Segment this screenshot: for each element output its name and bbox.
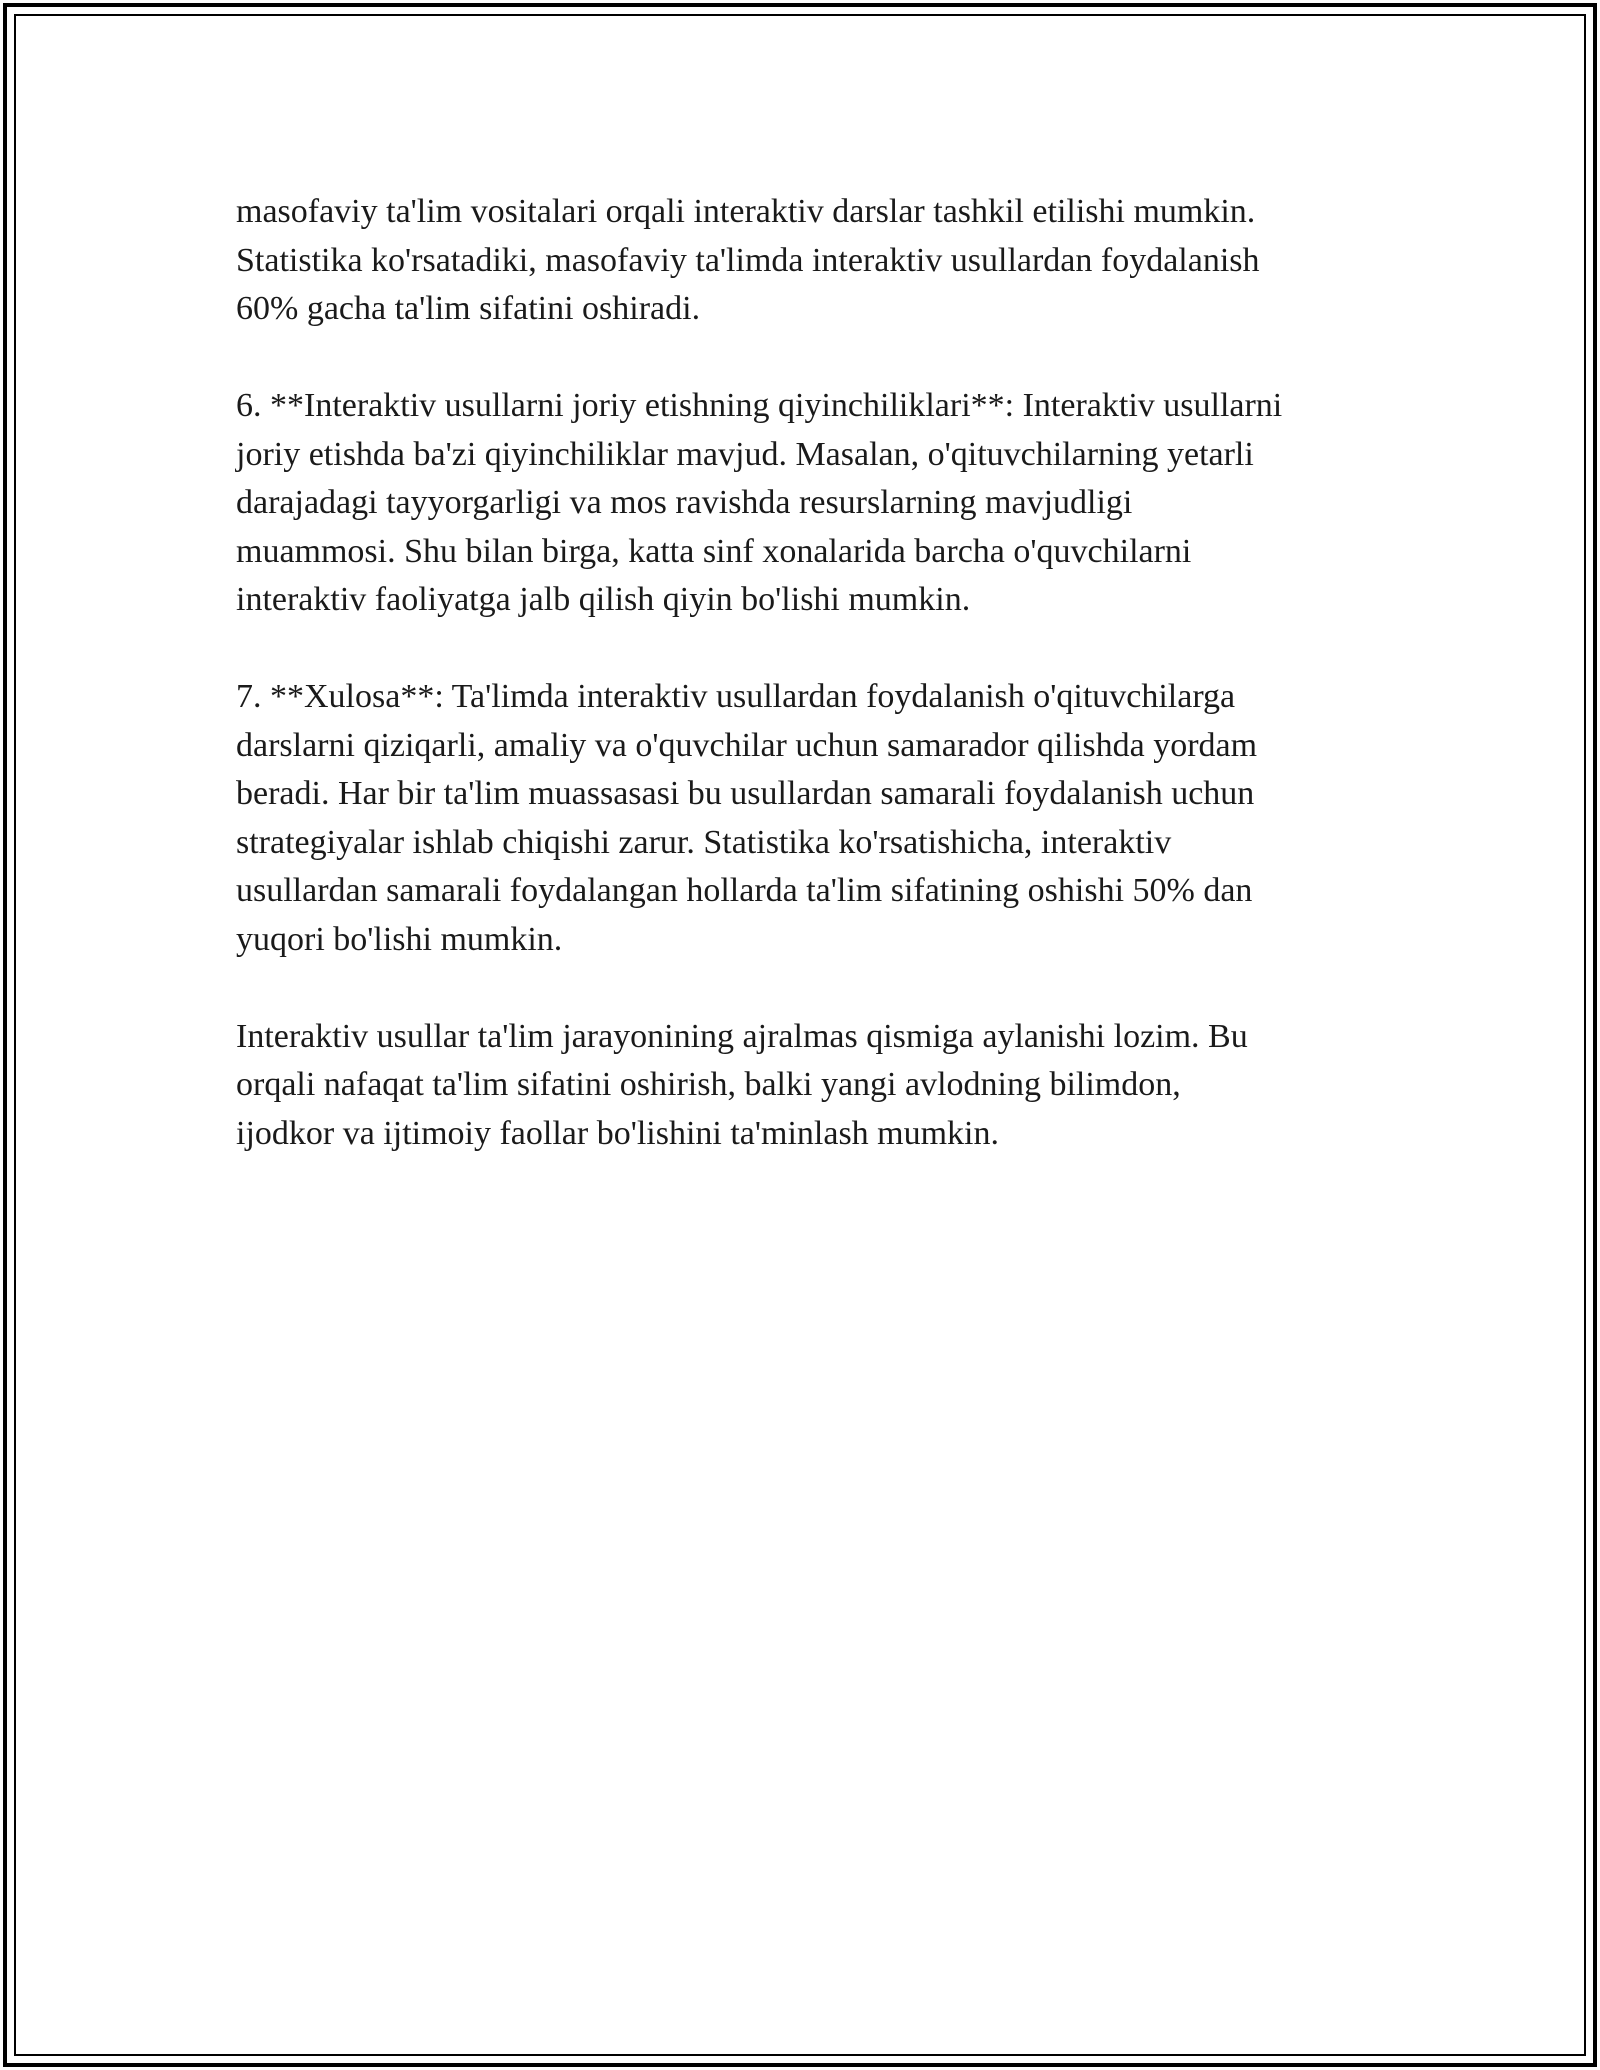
document-body (236, 188, 1376, 1207)
paragraph-implementation-challenges: 6. **Interaktiv usullarni joriy etishning qiyinchiliklari**: Interaktiv usullarni joriy etishda ba'zi qiyinchiliklar mavjud. Masalan, o'qituvchilarning yetarli darajadagi tayyorgarligi va mos ravishda resurslarning mavjudligi muammosi. Shu bilan birga, katta sinf xonalarida barcha o'quvchilarni interaktiv faoliyatga jalb qilish qiyin bo'lishi mumkin. (236, 387, 1283, 618)
paragraph-conclusion: 7. **Xulosa**: Ta'limda interaktiv usullardan foydalanish o'qituvchilarga darslarni qiziqarli, amaliy va o'quvchilar uchun samarador qilishda yordam beradi. Har bir ta'lim muassasasi bu usullardan samarali foydalanish uchun strategiyalar ishlab chiqishi zarur. Statistika ko'rsatishicha, interaktiv usullardan samarali foydalangan hollarda ta'lim sifatining oshishi 50% dan yuqori bo'lishi mumkin. (236, 678, 1258, 958)
paragraph-closing: Interaktiv usullar ta'lim jarayonining ajralmas qismiga aylanishi lozim. Bu orqali nafaqat ta'lim sifatini oshirish, balki yangi avlodning bilimdon, ijodkor va ijtimoiy faollar bo'lishini ta'minlash mumkin. (236, 1017, 1248, 1152)
paragraph-distance-learning: masofaviy ta'lim vositalari orqali interaktiv darslar tashkil etilishi mumkin. Statistika ko'rsatadiki, masofaviy ta'limda interaktiv usullardan foydalanish 60% gacha ta'lim sifatini oshiradi. (236, 193, 1260, 327)
